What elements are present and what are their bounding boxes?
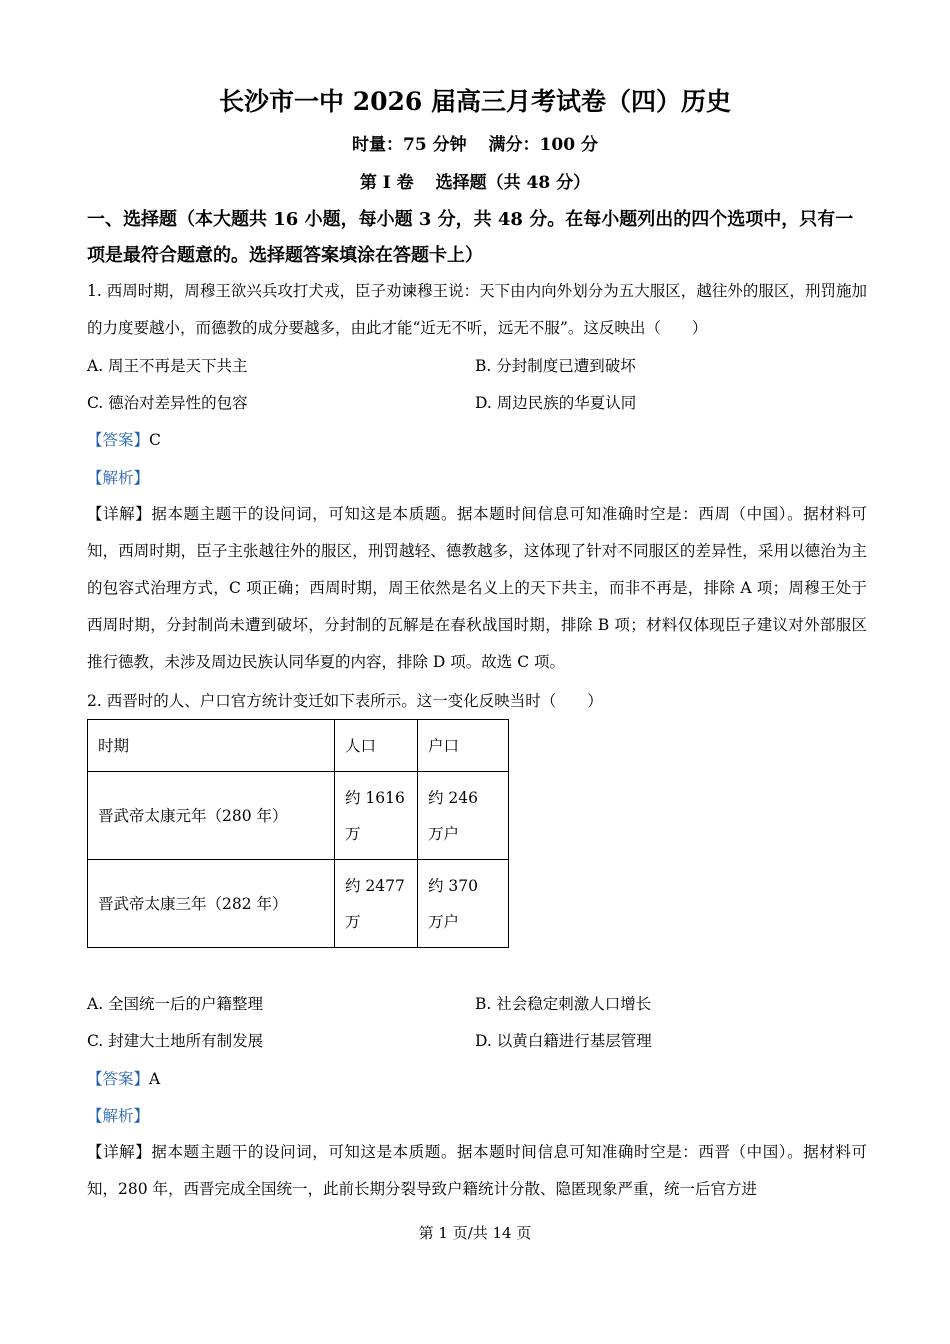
answer-value: C [149,431,161,449]
question-2-stem: 2. 西晋时的人、户口官方统计变迁如下表所示。这一变化反映当时（ ） [87,692,603,710]
detail-label: 【详解】 [87,505,152,523]
table-header-cell: 时期 [88,720,335,772]
question-1-option-a: A. 周王不再是天下共主 [87,357,248,375]
detail-text: 据本题主题干的设问词，可知这是本质题。据本题时间信息可知准确时空是：西晋（中国）。据材料可知，280 年，西晋完成全国统一，此前长期分裂导致户籍统计分散、隐匿现象严重，统一后官方进 [87,1143,867,1198]
exam-time: 时量：75 分钟 [352,135,467,155]
answer-label: 【答案】 [87,431,150,449]
question-2-detail [87,1134,867,1208]
detail-label: 【详解】 [87,1143,152,1161]
table-cell: 约 246 万户 [418,772,509,860]
question-2-answer [87,1067,160,1089]
table-cell: 约 2477 万 [335,860,418,948]
question-2-option-d: D. 以黄白籍进行基层管理 [475,1032,652,1050]
answer-label: 【答案】 [87,1070,150,1088]
table-row [88,772,509,860]
table-cell: 晋武帝太康元年（280 年） [88,772,335,860]
table-header-cell: 人口 [335,720,418,772]
page-footer: 第 1 页/共 14 页 [418,1224,532,1242]
question-1-answer [87,428,161,450]
population-table [87,719,509,948]
section-instructions: 一、选择题（本大题共 16 小题，每小题 3 分，共 48 分。在每小题列出的四个选项中，只有一项是最符合题意的。选择题答案填涂在答题卡上） [87,209,854,266]
answer-value: A [149,1070,161,1088]
question-1-option-c: C. 德治对差异性的包容 [87,394,248,412]
question-1-analysis-label: 【解析】 [87,469,150,487]
detail-text: 据本题主题干的设问词，可知这是本质题。据本题时间信息可知准确时空是：西周（中国）。据材料可知，西周时期，臣子主张越往外的服区，刑罚越轻、德教越多，这体现了针对不同服区的差异性，采用以德治为主的包容式治理方式，C 项正确；西周时期，周王依然是名义上的天下共主，而非不再是，排除 A 项；周穆王处于西周时期，分封制尚未遭到破坏，分封制的瓦解是在春秋战国时期，排除 B 项；材料仅体现臣子建议对外部服区推行德教，未涉及周边民族认同华夏的内容，排除 D 项。故选 C 项。 [87,505,867,671]
exam-score: 满分：100 分 [488,135,598,155]
question-2-option-c: C. 封建大土地所有制发展 [87,1032,264,1050]
table-header-cell: 户口 [418,720,509,772]
question-1-stem: 1. 西周时期，周穆王欲兴兵攻打犬戎，臣子劝谏穆王说：天下由内向外划分为五大服区，越往外的服区，刑罚施加的力度要越小，而德教的成分要越多，由此才能“近无不听，远无不服”。这反映出（ ） [87,282,867,337]
table-row [88,860,509,948]
question-1-detail [87,496,867,681]
question-1-option-b: B. 分封制度已遭到破坏 [475,357,636,375]
question-2-option-a: A. 全国统一后的户籍整理 [87,995,264,1013]
question-1-option-d: D. 周边民族的华夏认同 [475,394,637,412]
table-header-row [88,720,509,772]
table-cell: 约 370 万户 [418,860,509,948]
question-2-option-b: B. 社会稳定刺激人口增长 [475,995,652,1013]
question-2-analysis-label: 【解析】 [87,1107,150,1125]
part-title: 选择题（共 48 分） [435,173,591,193]
table-cell: 晋武帝太康三年（282 年） [88,860,335,948]
table-cell: 约 1616 万 [335,772,418,860]
exam-meta [0,130,950,155]
part-heading [0,168,950,193]
exam-title: 长沙市一中 2026 届高三月考试卷（四）历史 [219,87,731,116]
part-label: 第 I 卷 [359,173,414,193]
